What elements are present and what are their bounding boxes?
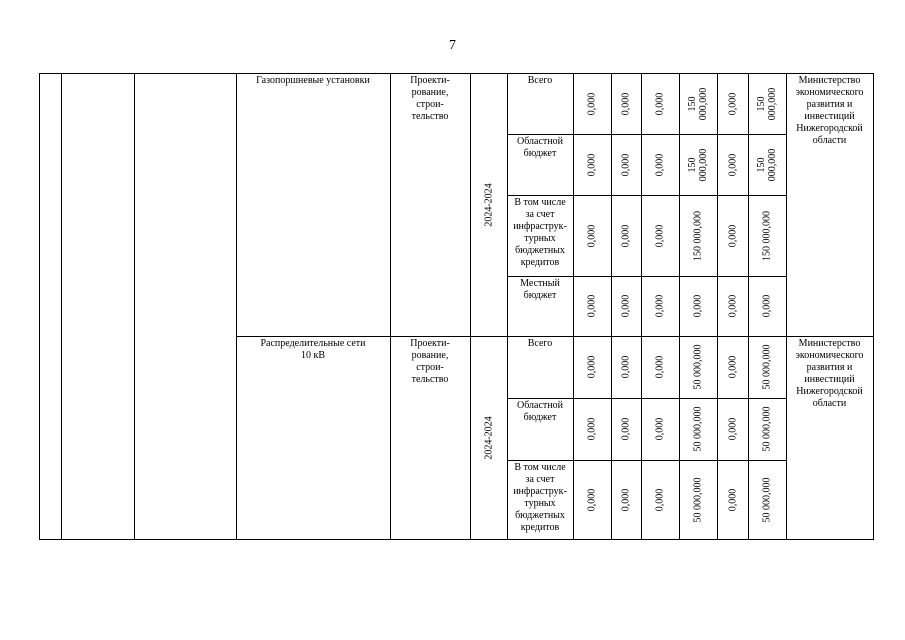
funding-value-cell: [573, 73, 611, 134]
funding-value: 150 000,000: [692, 210, 704, 261]
funding-value-cell: [611, 398, 641, 460]
funding-value-cell: [679, 398, 717, 460]
funding-value-cell: [611, 460, 641, 539]
funding-value: 0,000: [586, 417, 598, 441]
funding-value: 0,000: [620, 92, 632, 115]
funding-value: 0,000: [586, 92, 598, 115]
funding-value: 0,000: [727, 153, 738, 176]
responsible-org: Министерство экономического развития и инвестиций Нижегородской области: [795, 75, 864, 146]
funding-value: 0,000: [654, 92, 666, 115]
period-label: 2024-2024: [483, 182, 494, 227]
period-label: 2024-2024: [483, 415, 494, 460]
funding-value: 150 000,000: [756, 87, 778, 120]
funding-value: 0,000: [586, 294, 598, 318]
funding-value: 0,000: [586, 224, 598, 247]
funding-value-cell: [679, 195, 717, 276]
funding-value-cell: [717, 336, 748, 398]
column-line: [786, 73, 787, 539]
funding-value-cell: [611, 73, 641, 134]
funding-value-cell: [748, 134, 786, 195]
funding-value-cell: [679, 336, 717, 398]
table-bottom-border: [39, 539, 874, 540]
funding-value: 0,000: [761, 294, 773, 318]
funding-source: Областной бюджет: [516, 400, 563, 423]
column-line: [873, 73, 874, 539]
period-label-cell: [470, 73, 507, 336]
work-stage: Проекти- рование, строи- тельство: [410, 338, 450, 385]
funding-value-cell: [748, 73, 786, 134]
object-name: Газопоршневые установки: [256, 75, 370, 86]
funding-value-cell: [679, 134, 717, 195]
funding-value: 0,000: [727, 488, 738, 511]
funding-value: 150 000,000: [687, 87, 709, 120]
funding-value-cell: [611, 134, 641, 195]
column-line: [61, 73, 62, 539]
funding-value-cell: [748, 195, 786, 276]
funding-value: 50 000,000: [761, 344, 773, 390]
funding-value-cell: [679, 276, 717, 336]
funding-value: 0,000: [727, 92, 738, 115]
funding-source: Областной бюджет: [516, 136, 563, 159]
funding-value: 0,000: [620, 224, 632, 247]
funding-value-cell: [717, 73, 748, 134]
funding-value-cell: [611, 276, 641, 336]
funding-value: 0,000: [620, 417, 632, 441]
funding-value-cell: [748, 276, 786, 336]
funding-value-cell: [748, 398, 786, 460]
page-number: 7: [449, 38, 456, 53]
funding-value-cell: [573, 134, 611, 195]
funding-value: 150 000,000: [756, 148, 778, 181]
funding-value-cell: [641, 134, 679, 195]
funding-value-cell: [717, 276, 748, 336]
funding-value: 0,000: [692, 294, 704, 318]
funding-value-cell: [679, 460, 717, 539]
funding-value-cell: [611, 195, 641, 276]
funding-value: 0,000: [654, 417, 666, 441]
funding-value-cell: [573, 276, 611, 336]
funding-value-cell: [717, 134, 748, 195]
funding-value: 0,000: [727, 355, 738, 379]
funding-value: 0,000: [654, 153, 666, 176]
funding-value-cell: [573, 460, 611, 539]
funding-source: Всего: [527, 75, 553, 86]
column-line: [236, 73, 237, 539]
funding-value: 150 000,000: [761, 210, 773, 261]
column-line: [134, 73, 135, 539]
funding-value-cell: [573, 336, 611, 398]
funding-value: 0,000: [586, 488, 598, 511]
funding-value-cell: [717, 398, 748, 460]
funding-value: 50 000,000: [692, 477, 704, 522]
funding-source: Всего: [527, 338, 553, 349]
funding-value-cell: [641, 460, 679, 539]
funding-value: 50 000,000: [761, 406, 773, 452]
funding-value: 0,000: [620, 153, 632, 176]
work-stage: Проекти- рование, строи- тельство: [410, 75, 450, 122]
funding-value: 0,000: [654, 488, 666, 511]
column-line: [39, 73, 40, 539]
funding-value-cell: [717, 460, 748, 539]
funding-value: 0,000: [727, 417, 738, 441]
funding-value: 0,000: [654, 294, 666, 318]
funding-value: 50 000,000: [761, 477, 773, 522]
funding-value-cell: [748, 336, 786, 398]
funding-value-cell: [641, 73, 679, 134]
funding-value: 150 000,000: [687, 148, 709, 181]
funding-value-cell: [641, 195, 679, 276]
funding-value-cell: [611, 336, 641, 398]
funding-source: В том числе за счет инфраструк- турных бюджетных кредитов: [513, 462, 567, 533]
funding-value: 0,000: [620, 488, 632, 511]
object-name: Распределительные сети 10 кВ: [260, 338, 366, 361]
column-line: [390, 73, 391, 539]
funding-value: 50 000,000: [692, 406, 704, 452]
period-label-cell: [470, 336, 507, 539]
funding-source: В том числе за счет инфраструк- турных бюджетных кредитов: [513, 197, 567, 268]
funding-value-cell: [641, 336, 679, 398]
funding-value: 0,000: [727, 224, 738, 247]
funding-value: 0,000: [586, 355, 598, 379]
funding-value: 0,000: [586, 153, 598, 176]
funding-value: 0,000: [620, 294, 632, 318]
funding-value: 0,000: [727, 294, 738, 318]
funding-value-cell: [641, 398, 679, 460]
funding-value-cell: [641, 276, 679, 336]
funding-value-cell: [573, 398, 611, 460]
funding-value: 50 000,000: [692, 344, 704, 390]
funding-value-cell: [748, 460, 786, 539]
responsible-org: Министерство экономического развития и инвестиций Нижегородской области: [795, 338, 864, 409]
funding-source: Местный бюджет: [520, 278, 560, 301]
funding-value-cell: [717, 195, 748, 276]
funding-value-cell: [679, 73, 717, 134]
funding-value-cell: [573, 195, 611, 276]
funding-value: 0,000: [620, 355, 632, 379]
column-line: [507, 73, 508, 539]
funding-value: 0,000: [654, 355, 666, 379]
funding-value: 0,000: [654, 224, 666, 247]
